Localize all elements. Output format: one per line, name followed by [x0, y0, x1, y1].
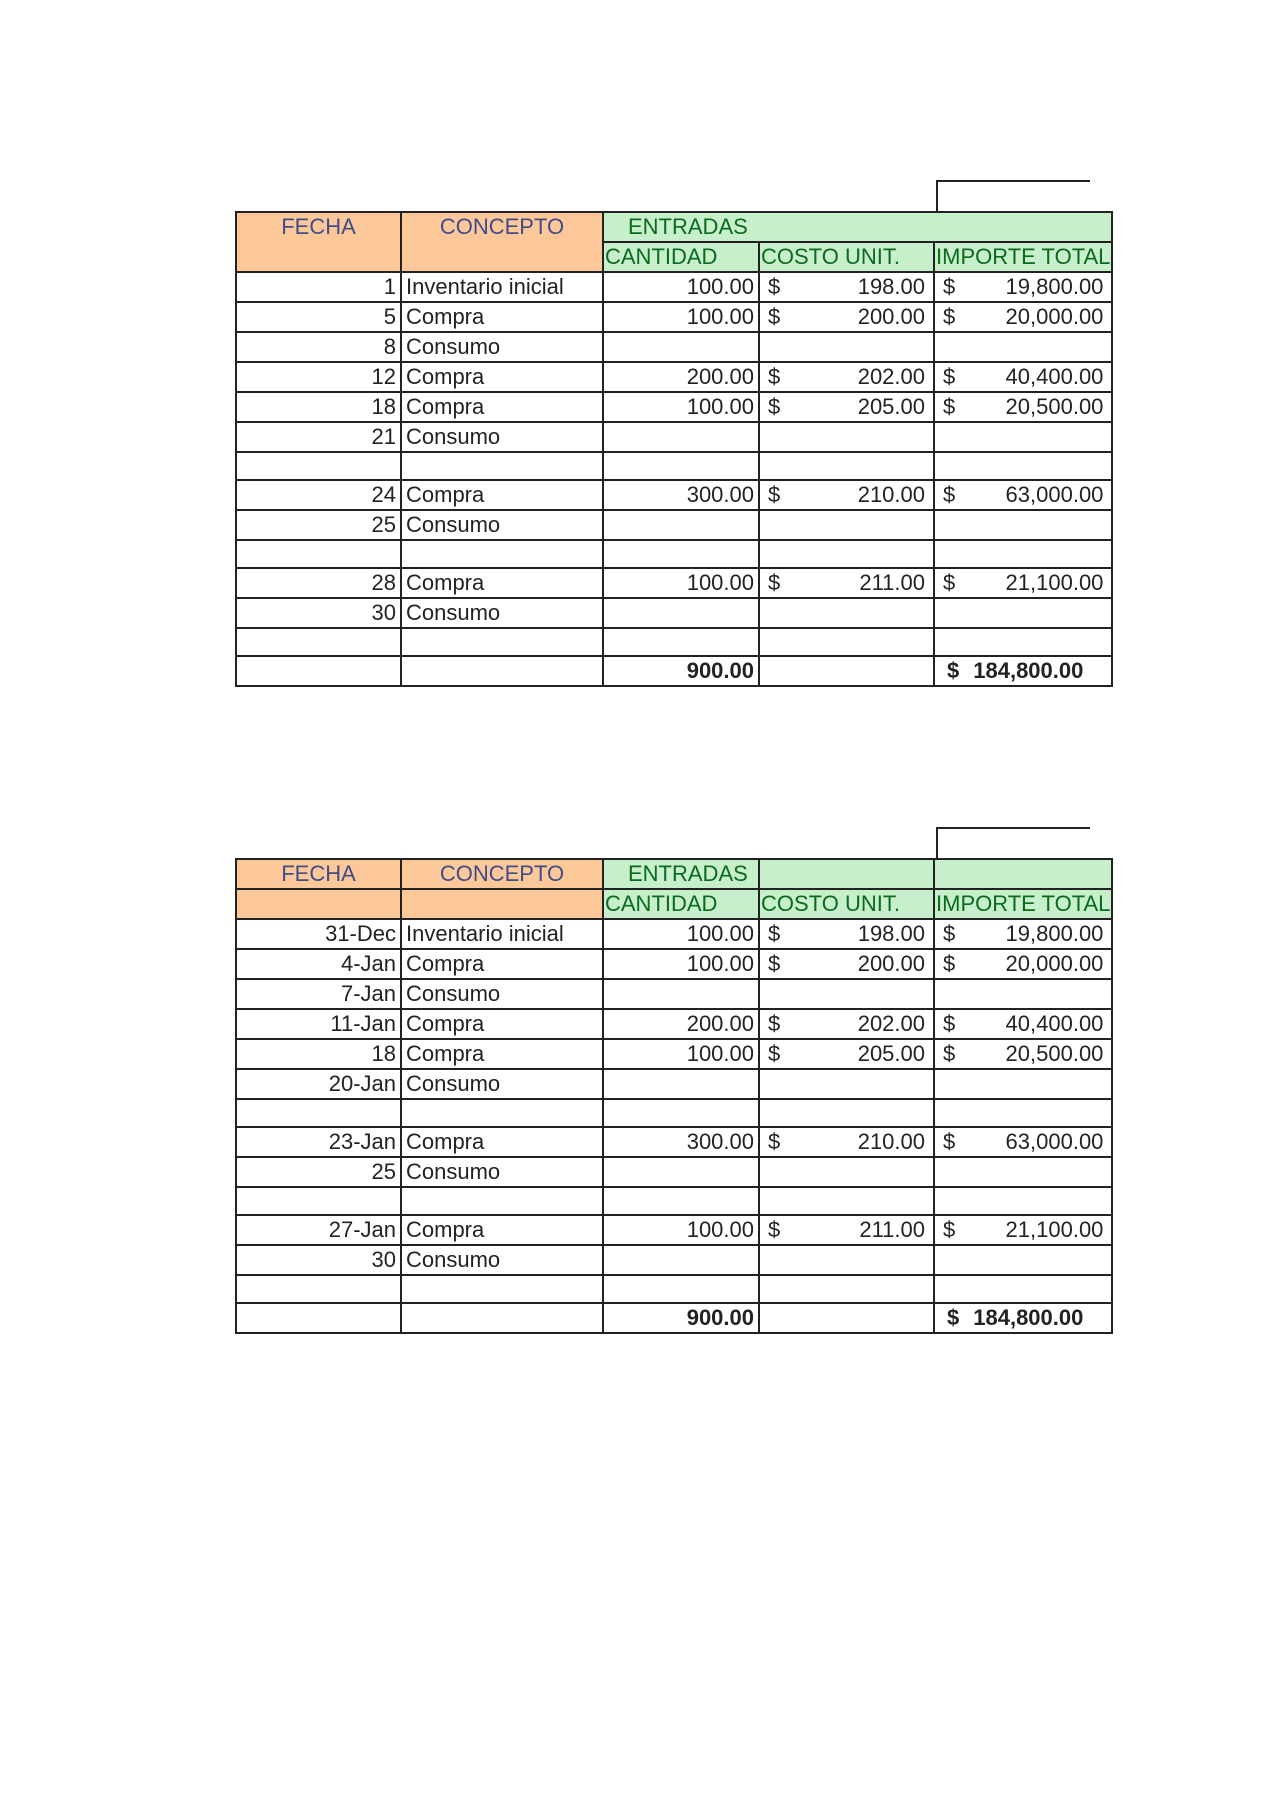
header-fecha: FECHA: [236, 859, 401, 889]
costo-unit-cell: [759, 1069, 934, 1099]
currency-symbol: $: [768, 304, 781, 329]
money-value: [764, 481, 929, 509]
fecha-cell: 20-Jan: [236, 1069, 401, 1099]
fecha-cell: [236, 628, 401, 656]
costo-unit-cell: [759, 1245, 934, 1275]
header-fecha: FECHA: [236, 212, 401, 272]
importe-total-cell: [934, 1275, 1112, 1303]
header-empty-cell: [759, 859, 934, 889]
amount: 198.00: [857, 274, 925, 299]
cantidad-cell: 100.00: [603, 272, 759, 302]
importe-total-cell: [934, 1157, 1112, 1187]
cantidad-cell: 100.00: [603, 302, 759, 332]
header-entradas: ENTRADAS: [603, 212, 1112, 242]
currency-symbol: $: [943, 570, 956, 595]
currency-symbol: $: [768, 921, 781, 946]
costo-unit-cell: [759, 1009, 934, 1039]
importe-total-cell: [934, 568, 1112, 598]
currency-symbol: $: [943, 394, 956, 419]
total-cantidad: 900.00: [603, 1303, 759, 1333]
currency-symbol: $: [943, 951, 956, 976]
costo-unit-cell: [759, 422, 934, 452]
table-row: [236, 949, 1112, 979]
fecha-cell: 7-Jan: [236, 979, 401, 1009]
cantidad-cell: 300.00: [603, 1127, 759, 1157]
currency-symbol: $: [947, 658, 960, 683]
money-value: [764, 303, 929, 331]
costo-unit-cell: [759, 568, 934, 598]
costo-unit-cell: [759, 272, 934, 302]
fecha-cell: 30: [236, 1245, 401, 1275]
fecha-cell: 31-Dec: [236, 919, 401, 949]
fecha-cell: [236, 1275, 401, 1303]
cantidad-cell: [603, 1099, 759, 1127]
money-value: [764, 1010, 929, 1038]
concepto-cell: [401, 540, 603, 568]
importe-total-cell: [934, 540, 1112, 568]
header-empty-cell: [934, 859, 1112, 889]
cantidad-cell: 100.00: [603, 949, 759, 979]
costo-unit-cell: [759, 452, 934, 480]
amount: 200.00: [857, 951, 925, 976]
cantidad-cell: 100.00: [603, 392, 759, 422]
concepto-cell: Compra: [401, 1215, 603, 1245]
table-row: [236, 1275, 1112, 1303]
cantidad-cell: [603, 332, 759, 362]
amount: 211.00: [859, 1217, 925, 1242]
table-row: [236, 979, 1112, 1009]
totals-empty-cell: [236, 656, 401, 686]
concepto-cell: [401, 628, 603, 656]
importe-total-cell: [934, 1127, 1112, 1157]
currency-symbol: $: [768, 570, 781, 595]
table-row: [236, 332, 1112, 362]
totals-row: [236, 656, 1112, 686]
currency-symbol: $: [943, 482, 956, 507]
concepto-cell: Consumo: [401, 598, 603, 628]
importe-total-cell: [934, 1069, 1112, 1099]
cantidad-cell: [603, 452, 759, 480]
money-value: [764, 920, 929, 948]
money-value: [939, 303, 1107, 331]
amount: 21,100.00: [1005, 570, 1104, 595]
currency-symbol: $: [768, 951, 781, 976]
concepto-cell: Consumo: [401, 510, 603, 540]
concepto-cell: Inventario inicial: [401, 919, 603, 949]
costo-unit-cell: [759, 480, 934, 510]
header-importe-total: IMPORTE TOTAL: [934, 889, 1112, 919]
currency-symbol: $: [943, 921, 956, 946]
cantidad-cell: [603, 422, 759, 452]
concepto-cell: Compra: [401, 568, 603, 598]
amount: 198.00: [857, 921, 925, 946]
concepto-cell: Consumo: [401, 1157, 603, 1187]
fecha-cell: 12: [236, 362, 401, 392]
costo-unit-cell: [759, 949, 934, 979]
table-row: [236, 510, 1112, 540]
cantidad-cell: [603, 598, 759, 628]
currency-symbol: $: [768, 274, 781, 299]
amount: 40,400.00: [1005, 364, 1104, 389]
table-row: [236, 1157, 1112, 1187]
costo-unit-cell: [759, 332, 934, 362]
cantidad-cell: [603, 1157, 759, 1187]
fecha-cell: [236, 1099, 401, 1127]
cantidad-cell: [603, 628, 759, 656]
currency-symbol: $: [768, 1217, 781, 1242]
importe-total-cell: [934, 1099, 1112, 1127]
header-entradas: ENTRADAS: [603, 859, 759, 889]
cantidad-cell: [603, 1069, 759, 1099]
currency-symbol: $: [768, 1011, 781, 1036]
importe-total-cell: [934, 302, 1112, 332]
table-row: [236, 540, 1112, 568]
money-value: [939, 1040, 1107, 1068]
importe-total-cell: [934, 1039, 1112, 1069]
concepto-cell: [401, 452, 603, 480]
currency-symbol: $: [768, 482, 781, 507]
money-value: [939, 481, 1107, 509]
money-value: [939, 1304, 1107, 1332]
concepto-cell: Compra: [401, 302, 603, 332]
table-row: [236, 1215, 1112, 1245]
header-cantidad: CANTIDAD: [603, 889, 759, 919]
concepto-cell: [401, 1275, 603, 1303]
amount: 63,000.00: [1005, 1129, 1104, 1154]
amount: 205.00: [857, 1041, 925, 1066]
costo-unit-cell: [759, 1215, 934, 1245]
concepto-cell: Compra: [401, 362, 603, 392]
cantidad-cell: [603, 540, 759, 568]
amount: 20,000.00: [1005, 951, 1104, 976]
currency-symbol: $: [943, 1011, 956, 1036]
cantidad-cell: 200.00: [603, 1009, 759, 1039]
table-row: [236, 1039, 1112, 1069]
money-value: [939, 1010, 1107, 1038]
concepto-cell: Compra: [401, 392, 603, 422]
totals-row: [236, 1303, 1112, 1333]
costo-unit-cell: [759, 510, 934, 540]
header-concepto: CONCEPTO: [401, 859, 603, 889]
money-value: [939, 920, 1107, 948]
concepto-cell: Consumo: [401, 1245, 603, 1275]
total-importe: [934, 1303, 1112, 1333]
money-value: [939, 393, 1107, 421]
cantidad-cell: 100.00: [603, 1215, 759, 1245]
fecha-cell: [236, 540, 401, 568]
header-importe-total: IMPORTE TOTAL: [934, 242, 1112, 272]
currency-symbol: $: [768, 1129, 781, 1154]
costo-unit-cell: [759, 979, 934, 1009]
cantidad-cell: 100.00: [603, 919, 759, 949]
costo-unit-cell: [759, 1127, 934, 1157]
amount: 184,800.00: [973, 658, 1084, 683]
totals-empty-cell: [401, 656, 603, 686]
table-row: [236, 392, 1112, 422]
total-importe: [934, 656, 1112, 686]
totals-empty-cell: [236, 1303, 401, 1333]
table-row: [236, 568, 1112, 598]
concepto-cell: [401, 1187, 603, 1215]
concepto-cell: Consumo: [401, 422, 603, 452]
fecha-cell: 8: [236, 332, 401, 362]
currency-symbol: $: [768, 1041, 781, 1066]
amount: 20,500.00: [1005, 1041, 1104, 1066]
currency-symbol: $: [768, 394, 781, 419]
concepto-cell: [401, 1099, 603, 1127]
importe-total-cell: [934, 628, 1112, 656]
cantidad-cell: 100.00: [603, 1039, 759, 1069]
importe-total-cell: [934, 949, 1112, 979]
fecha-cell: 11-Jan: [236, 1009, 401, 1039]
money-value: [764, 1216, 929, 1244]
fecha-cell: 5: [236, 302, 401, 332]
costo-unit-cell: [759, 392, 934, 422]
costo-unit-cell: [759, 1187, 934, 1215]
header-costo-unit: COSTO UNIT.: [759, 889, 934, 919]
fecha-cell: 1: [236, 272, 401, 302]
table-1-border-stub: [936, 180, 1090, 211]
fecha-cell: 25: [236, 510, 401, 540]
importe-total-cell: [934, 422, 1112, 452]
cantidad-cell: 300.00: [603, 480, 759, 510]
cantidad-cell: [603, 1275, 759, 1303]
money-value: [939, 1216, 1107, 1244]
concepto-cell: Consumo: [401, 979, 603, 1009]
table-row: [236, 1245, 1112, 1275]
currency-symbol: $: [768, 364, 781, 389]
money-value: [764, 273, 929, 301]
table-row: [236, 302, 1112, 332]
importe-total-cell: [934, 979, 1112, 1009]
costo-unit-cell: [759, 1039, 934, 1069]
table-row: [236, 362, 1112, 392]
money-value: [939, 657, 1107, 685]
amount: 21,100.00: [1005, 1217, 1104, 1242]
importe-total-cell: [934, 480, 1112, 510]
table-row: [236, 1127, 1112, 1157]
amount: 20,000.00: [1005, 304, 1104, 329]
money-value: [939, 273, 1107, 301]
fecha-cell: 21: [236, 422, 401, 452]
concepto-cell: Compra: [401, 949, 603, 979]
costo-unit-cell: [759, 362, 934, 392]
cantidad-cell: [603, 1187, 759, 1215]
amount: 63,000.00: [1005, 482, 1104, 507]
importe-total-cell: [934, 1009, 1112, 1039]
table-2-border-stub: [936, 827, 1090, 858]
costo-unit-cell: [759, 1157, 934, 1187]
table-row: [236, 452, 1112, 480]
cantidad-cell: [603, 979, 759, 1009]
currency-symbol: $: [947, 1305, 960, 1330]
table-row: [236, 919, 1112, 949]
amount: 210.00: [857, 1129, 925, 1154]
cantidad-cell: [603, 510, 759, 540]
importe-total-cell: [934, 919, 1112, 949]
importe-total-cell: [934, 598, 1112, 628]
amount: 20,500.00: [1005, 394, 1104, 419]
costo-unit-cell: [759, 919, 934, 949]
importe-total-cell: [934, 332, 1112, 362]
amount: 205.00: [857, 394, 925, 419]
inventory-table-2: [235, 858, 1113, 1334]
fecha-cell: 27-Jan: [236, 1215, 401, 1245]
fecha-cell: 4-Jan: [236, 949, 401, 979]
header-empty-cell: [401, 889, 603, 919]
cantidad-cell: [603, 1245, 759, 1275]
currency-symbol: $: [943, 274, 956, 299]
table-row: [236, 272, 1112, 302]
concepto-cell: Compra: [401, 480, 603, 510]
money-value: [939, 569, 1107, 597]
currency-symbol: $: [943, 1129, 956, 1154]
money-value: [939, 1128, 1107, 1156]
concepto-cell: Compra: [401, 1009, 603, 1039]
importe-total-cell: [934, 392, 1112, 422]
amount: 40,400.00: [1005, 1011, 1104, 1036]
importe-total-cell: [934, 1245, 1112, 1275]
concepto-cell: Consumo: [401, 1069, 603, 1099]
table-row: [236, 628, 1112, 656]
fecha-cell: 24: [236, 480, 401, 510]
money-value: [764, 393, 929, 421]
table-row: [236, 1187, 1112, 1215]
concepto-cell: Consumo: [401, 332, 603, 362]
table-row: [236, 422, 1112, 452]
importe-total-cell: [934, 1187, 1112, 1215]
concepto-cell: Compra: [401, 1039, 603, 1069]
importe-total-cell: [934, 272, 1112, 302]
money-value: [764, 363, 929, 391]
money-value: [764, 569, 929, 597]
costo-unit-cell: [759, 628, 934, 656]
totals-empty-cell: [401, 1303, 603, 1333]
amount: 184,800.00: [973, 1305, 1084, 1330]
costo-unit-cell: [759, 598, 934, 628]
money-value: [939, 950, 1107, 978]
totals-empty-cell: [759, 1303, 934, 1333]
table-row: [236, 1009, 1112, 1039]
importe-total-cell: [934, 1215, 1112, 1245]
table-row: [236, 480, 1112, 510]
fecha-cell: 25: [236, 1157, 401, 1187]
amount: 202.00: [857, 1011, 925, 1036]
header-empty-cell: [236, 889, 401, 919]
money-value: [939, 363, 1107, 391]
fecha-cell: [236, 1187, 401, 1215]
money-value: [764, 1128, 929, 1156]
amount: 202.00: [857, 364, 925, 389]
table-row: [236, 1099, 1112, 1127]
amount: 19,800.00: [1005, 274, 1104, 299]
fecha-cell: [236, 452, 401, 480]
inventory-table-1: [235, 211, 1113, 687]
amount: 210.00: [857, 482, 925, 507]
total-cantidad: 900.00: [603, 656, 759, 686]
fecha-cell: 28: [236, 568, 401, 598]
importe-total-cell: [934, 452, 1112, 480]
concepto-cell: Inventario inicial: [401, 272, 603, 302]
costo-unit-cell: [759, 1275, 934, 1303]
table-row: [236, 1069, 1112, 1099]
amount: 19,800.00: [1005, 921, 1104, 946]
currency-symbol: $: [943, 1041, 956, 1066]
table-row: [236, 598, 1112, 628]
money-value: [764, 950, 929, 978]
importe-total-cell: [934, 362, 1112, 392]
cantidad-cell: 100.00: [603, 568, 759, 598]
costo-unit-cell: [759, 302, 934, 332]
money-value: [764, 1040, 929, 1068]
currency-symbol: $: [943, 364, 956, 389]
fecha-cell: 30: [236, 598, 401, 628]
costo-unit-cell: [759, 1099, 934, 1127]
amount: 200.00: [857, 304, 925, 329]
header-cantidad: CANTIDAD: [603, 242, 759, 272]
fecha-cell: 18: [236, 1039, 401, 1069]
concepto-cell: Compra: [401, 1127, 603, 1157]
header-concepto: CONCEPTO: [401, 212, 603, 272]
totals-empty-cell: [759, 656, 934, 686]
currency-symbol: $: [943, 304, 956, 329]
fecha-cell: 23-Jan: [236, 1127, 401, 1157]
amount: 211.00: [859, 570, 925, 595]
cantidad-cell: 200.00: [603, 362, 759, 392]
header-costo-unit: COSTO UNIT.: [759, 242, 934, 272]
currency-symbol: $: [943, 1217, 956, 1242]
importe-total-cell: [934, 510, 1112, 540]
fecha-cell: 18: [236, 392, 401, 422]
costo-unit-cell: [759, 540, 934, 568]
